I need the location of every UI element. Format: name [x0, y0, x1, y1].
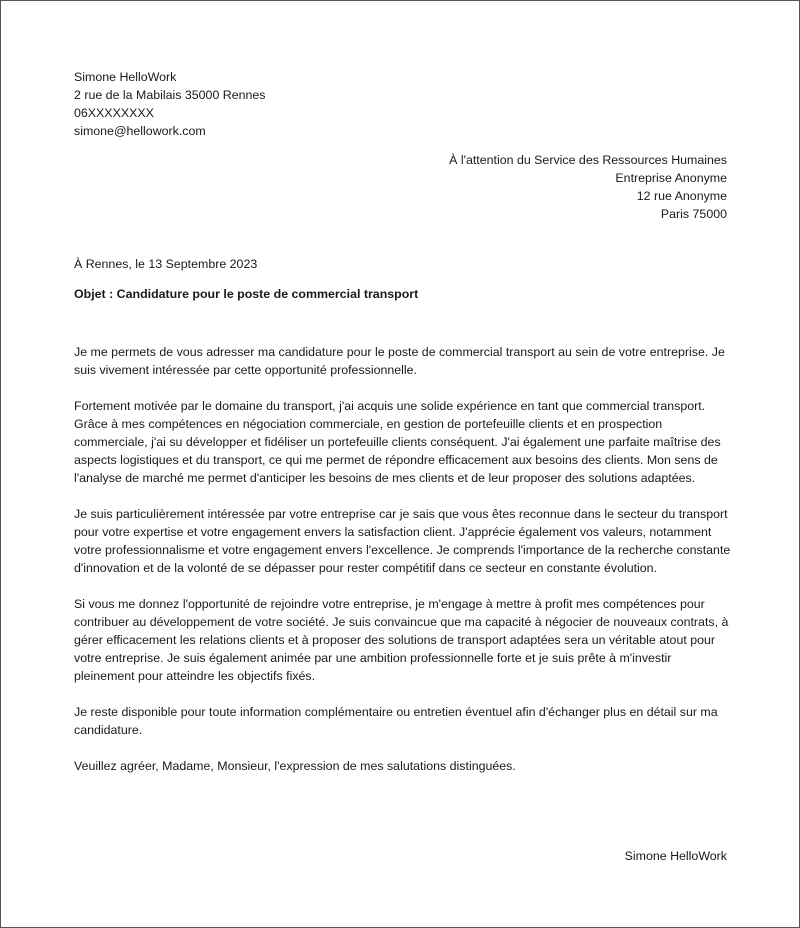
recipient-attention: À l'attention du Service des Ressources Humaines: [449, 153, 727, 167]
recipient-city: Paris 75000: [660, 207, 727, 221]
body-paragraph: Si vous me donnez l'opportunité de rejoindre votre entreprise, je m'engage à mettre à profit mes compétences pour contribuer au développement de votre société. Je suis convaincue que ma capacité à négocier de nouveaux contrats, à gérer efficacement les relations clients et à proposer des solutions de transport adaptées sera un véritable atout pour votre entreprise. Je suis également animée par une ambition professionnelle forte et je suis prête à m'investir pleinement pour atteindre les objectifs fixés.: [74, 597, 729, 683]
body-paragraph: Je suis particulièrement intéressée par votre entreprise car je sais que vous êtes reconnue dans le secteur du transport pour votre expertise et votre engagement envers la satisfaction client. J'apprécie également vos valeurs, notamment votre professionnalisme et votre engagement envers l'excellence. Je comprends l'importance de la recherche constante d'innovation et de la volonté de se dépasser pour rester compétitif dans ce secteur en constante évolution.: [74, 507, 731, 575]
letter-subject: Objet : Candidature pour le poste de commercial transport: [74, 287, 419, 301]
body-paragraph: Je reste disponible pour toute information complémentaire ou entretien éventuel afin d'échanger plus en détail sur ma candidature.: [74, 705, 718, 737]
sender-phone: 06XXXXXXXX: [74, 106, 154, 120]
signature: Simone HelloWork: [624, 849, 727, 863]
letter-date: À Rennes, le 13 Septembre 2023: [74, 257, 258, 271]
sender-address: 2 rue de la Mabilais 35000 Rennes: [74, 88, 266, 102]
closing-paragraph: Veuillez agréer, Madame, Monsieur, l'expression de mes salutations distinguées.: [74, 759, 516, 773]
recipient-block: [449, 151, 727, 223]
sender-block: [74, 68, 266, 140]
recipient-company: Entreprise Anonyme: [615, 171, 727, 185]
recipient-street: 12 rue Anonyme: [636, 189, 727, 203]
sender-name: Simone HelloWork: [74, 70, 177, 84]
sender-email: simone@hellowork.com: [74, 124, 206, 138]
body-paragraph: Je me permets de vous adresser ma candidature pour le poste de commercial transport au sein de votre entreprise. Je suis vivement intéressée par cette opportunité professionnelle.: [74, 345, 725, 377]
letter-body: [74, 343, 734, 793]
body-paragraph: Fortement motivée par le domaine du transport, j'ai acquis une solide expérience en tant que commercial transport. Grâce à mes compétences en négociation commerciale, en gestion de portefeuille clients et en prospection commerciale, j'ai su développer et fidéliser un portefeuille clients conséquent. J'ai également une parfaite maîtrise des aspects logistiques et du transport, ce qui me permet de répondre efficacement aux besoins des clients. Mon sens de l'analyse de marché me permet d'anticiper les besoins de mes clients et de leur proposer des solutions adaptées.: [74, 399, 721, 485]
